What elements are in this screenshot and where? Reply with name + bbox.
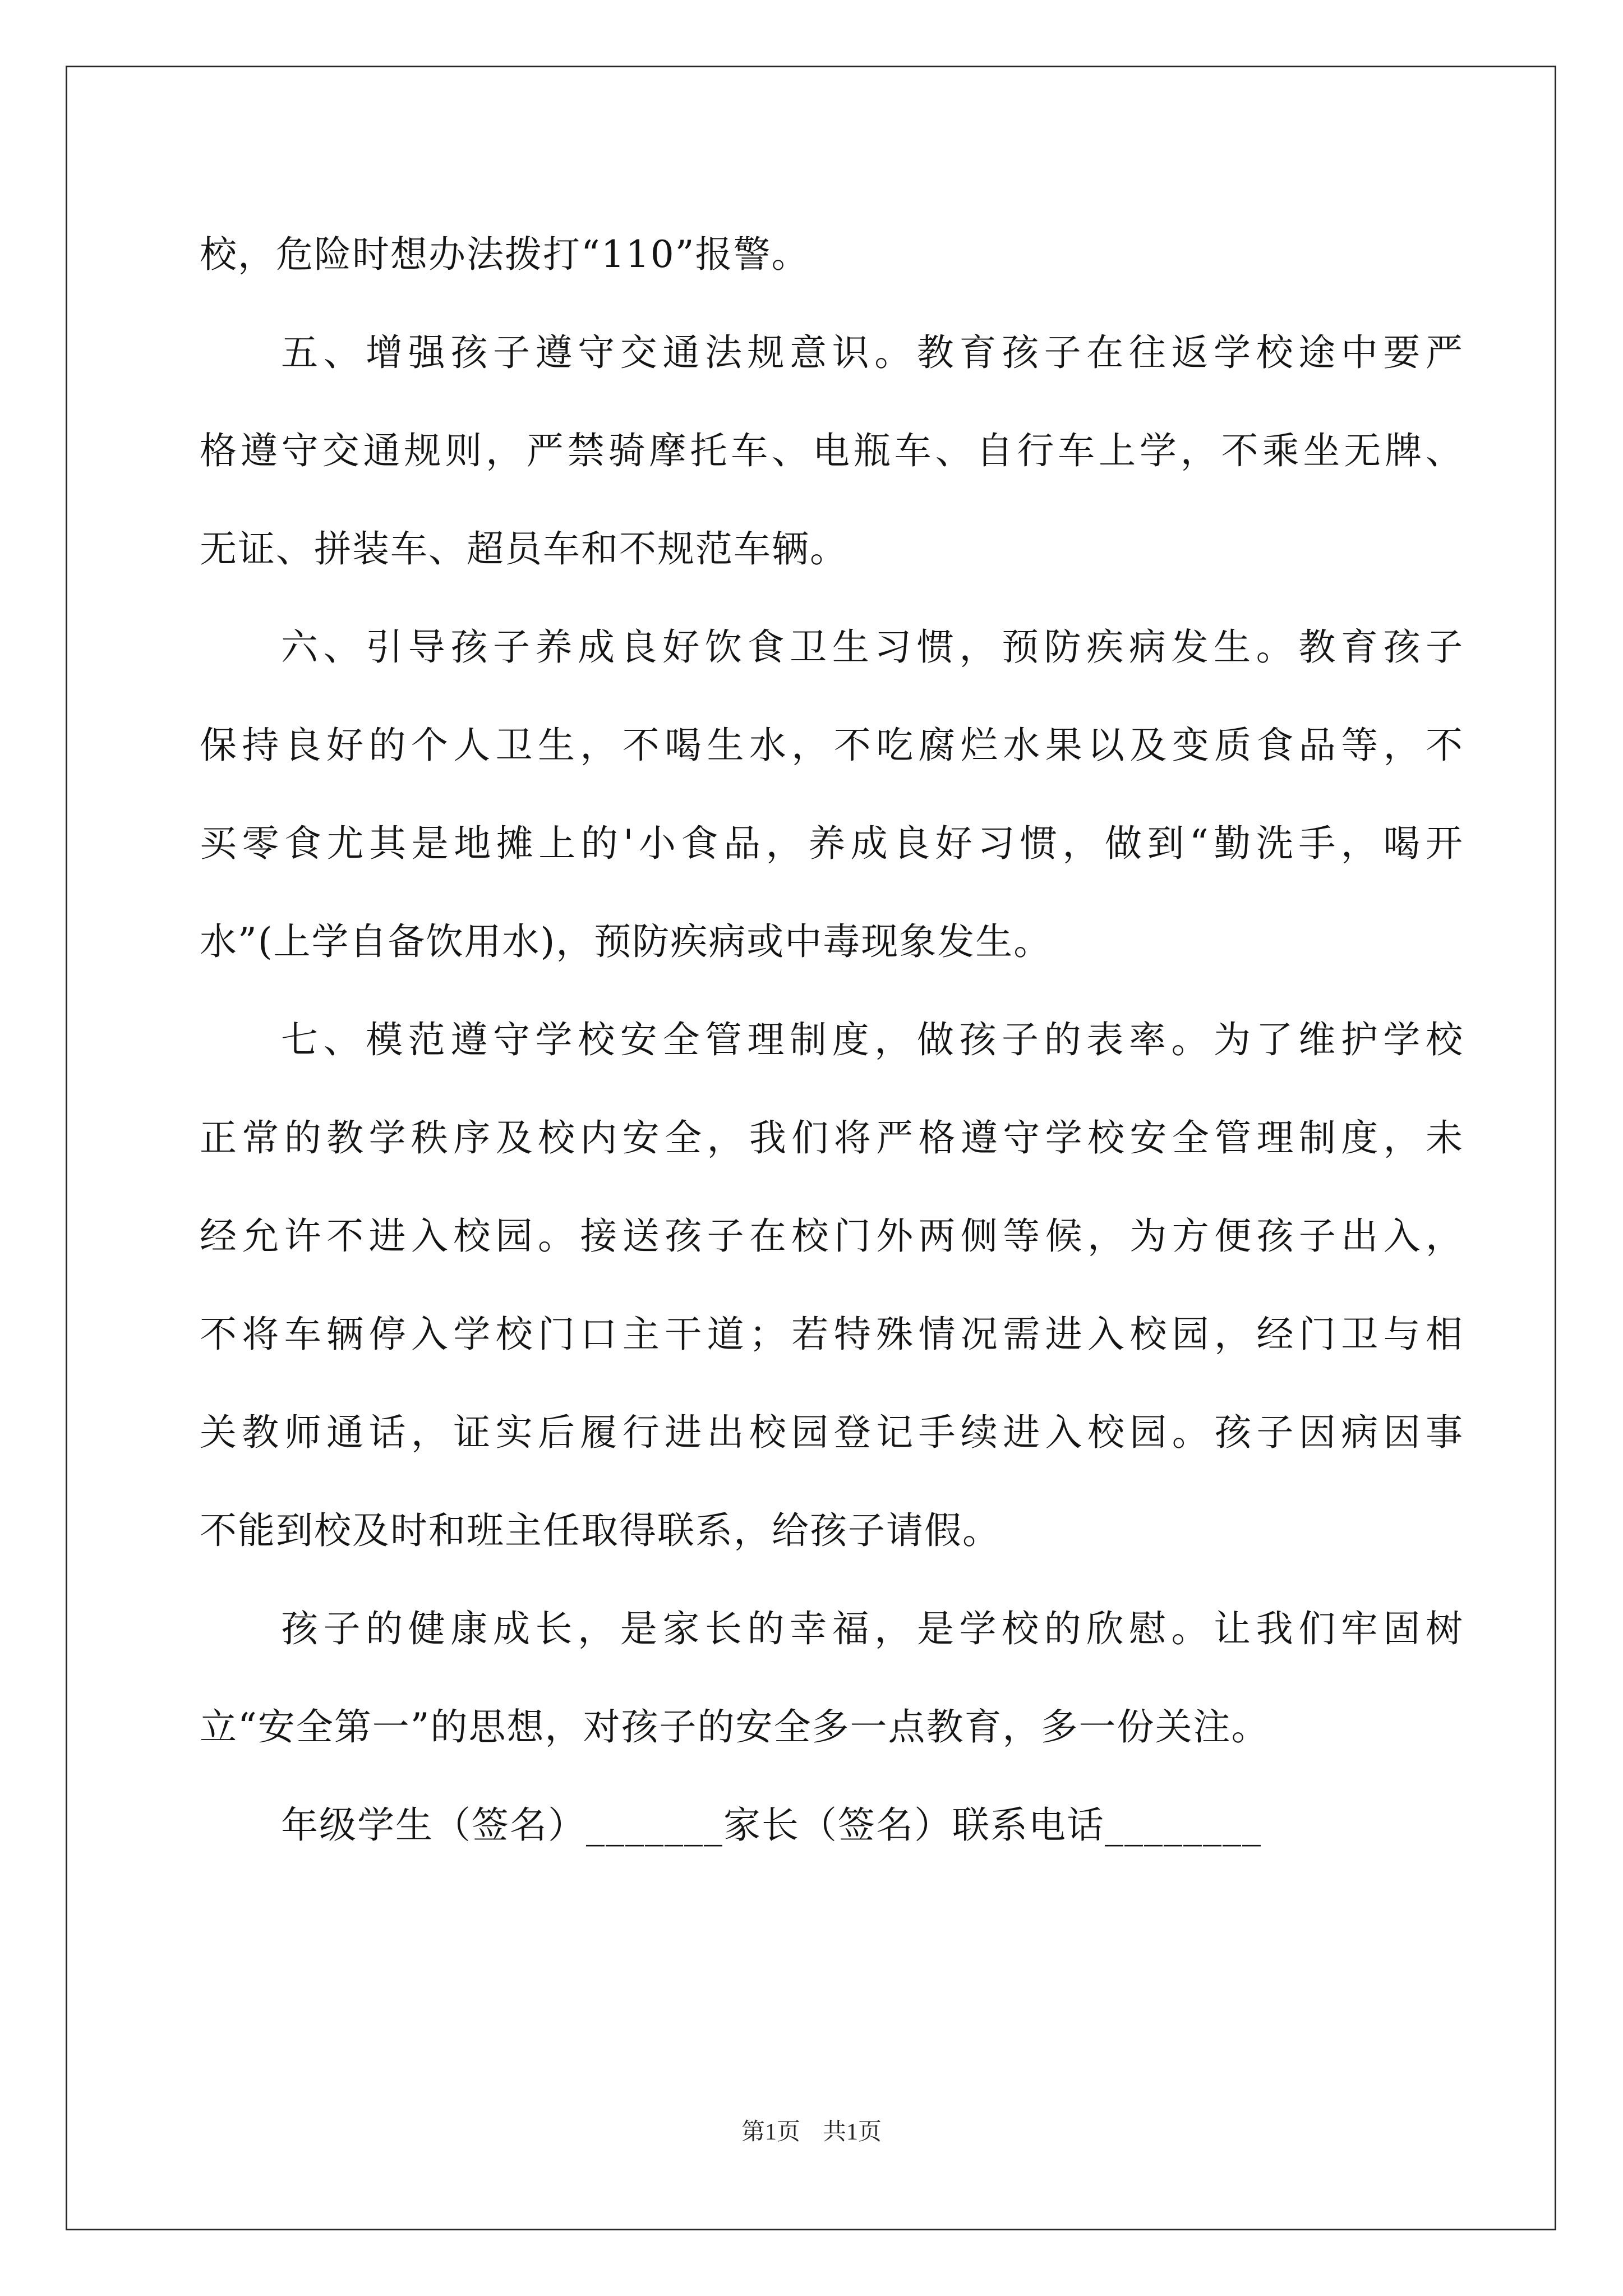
text-line: 格遵守交通规则，严禁骑摩托车、电瓶车、自行车上学，不乘坐无牌、	[200, 429, 1464, 472]
text-line: 校，危险时想办法拨打“110”报警。	[200, 233, 810, 276]
text-line: 买零食尤其是地摊上的'小食品，养成良好习惯，做到“勤洗手，喝开	[200, 822, 1464, 865]
text-line: 经允许不进入校园。接送孩子在校门外两侧等候，为方便孩子出入，	[200, 1214, 1464, 1258]
text-line: 孩子的健康成长，是家长的幸福，是学校的欣慰。让我们牢固树	[281, 1607, 1464, 1650]
page-number: 第1页	[741, 2119, 800, 2145]
text-line: 水”(上学自备饮用水)，预防疾病或中毒现象发生。	[200, 920, 1052, 963]
text-line: 立“安全第一”的思想，对孩子的安全多一点教育，多一份关注。	[200, 1705, 1270, 1749]
text-line: 正常的教学秩序及校内安全，我们将严格遵守学校安全管理制度，未	[200, 1116, 1464, 1159]
text-line: 保持良好的个人卫生，不喝生水，不吃腐烂水果以及变质食品等，不	[200, 724, 1464, 767]
signature-line: 年级学生（签名）_______家长（签名）联系电话________	[281, 1803, 1262, 1847]
text-line: 六、引导孩子养成良好饮食卫生习惯，预防疾病发生。教育孩子	[281, 625, 1464, 669]
text-line: 七、模范遵守学校安全管理制度，做孩子的表率。为了维护学校	[281, 1018, 1464, 1061]
document-body	[200, 205, 1464, 1874]
text-line: 不将车辆停入学校门口主干道；若特殊情况需进入校园，经门卫与相	[200, 1313, 1464, 1356]
text-line: 五、增强孩子遵守交通法规意识。教育孩子在往返学校途中要严	[281, 331, 1464, 374]
text-line: 不能到校及时和班主任取得联系，给孩子请假。	[200, 1509, 1000, 1552]
text-line: 关教师通话，证实后履行进出校园登记手续进入校园。孩子因病因事	[200, 1411, 1464, 1454]
page-footer	[0, 2115, 1623, 2149]
text-line: 无证、拼装车、超员车和不规范车辆。	[200, 527, 848, 570]
page-total: 共1页	[823, 2119, 882, 2145]
